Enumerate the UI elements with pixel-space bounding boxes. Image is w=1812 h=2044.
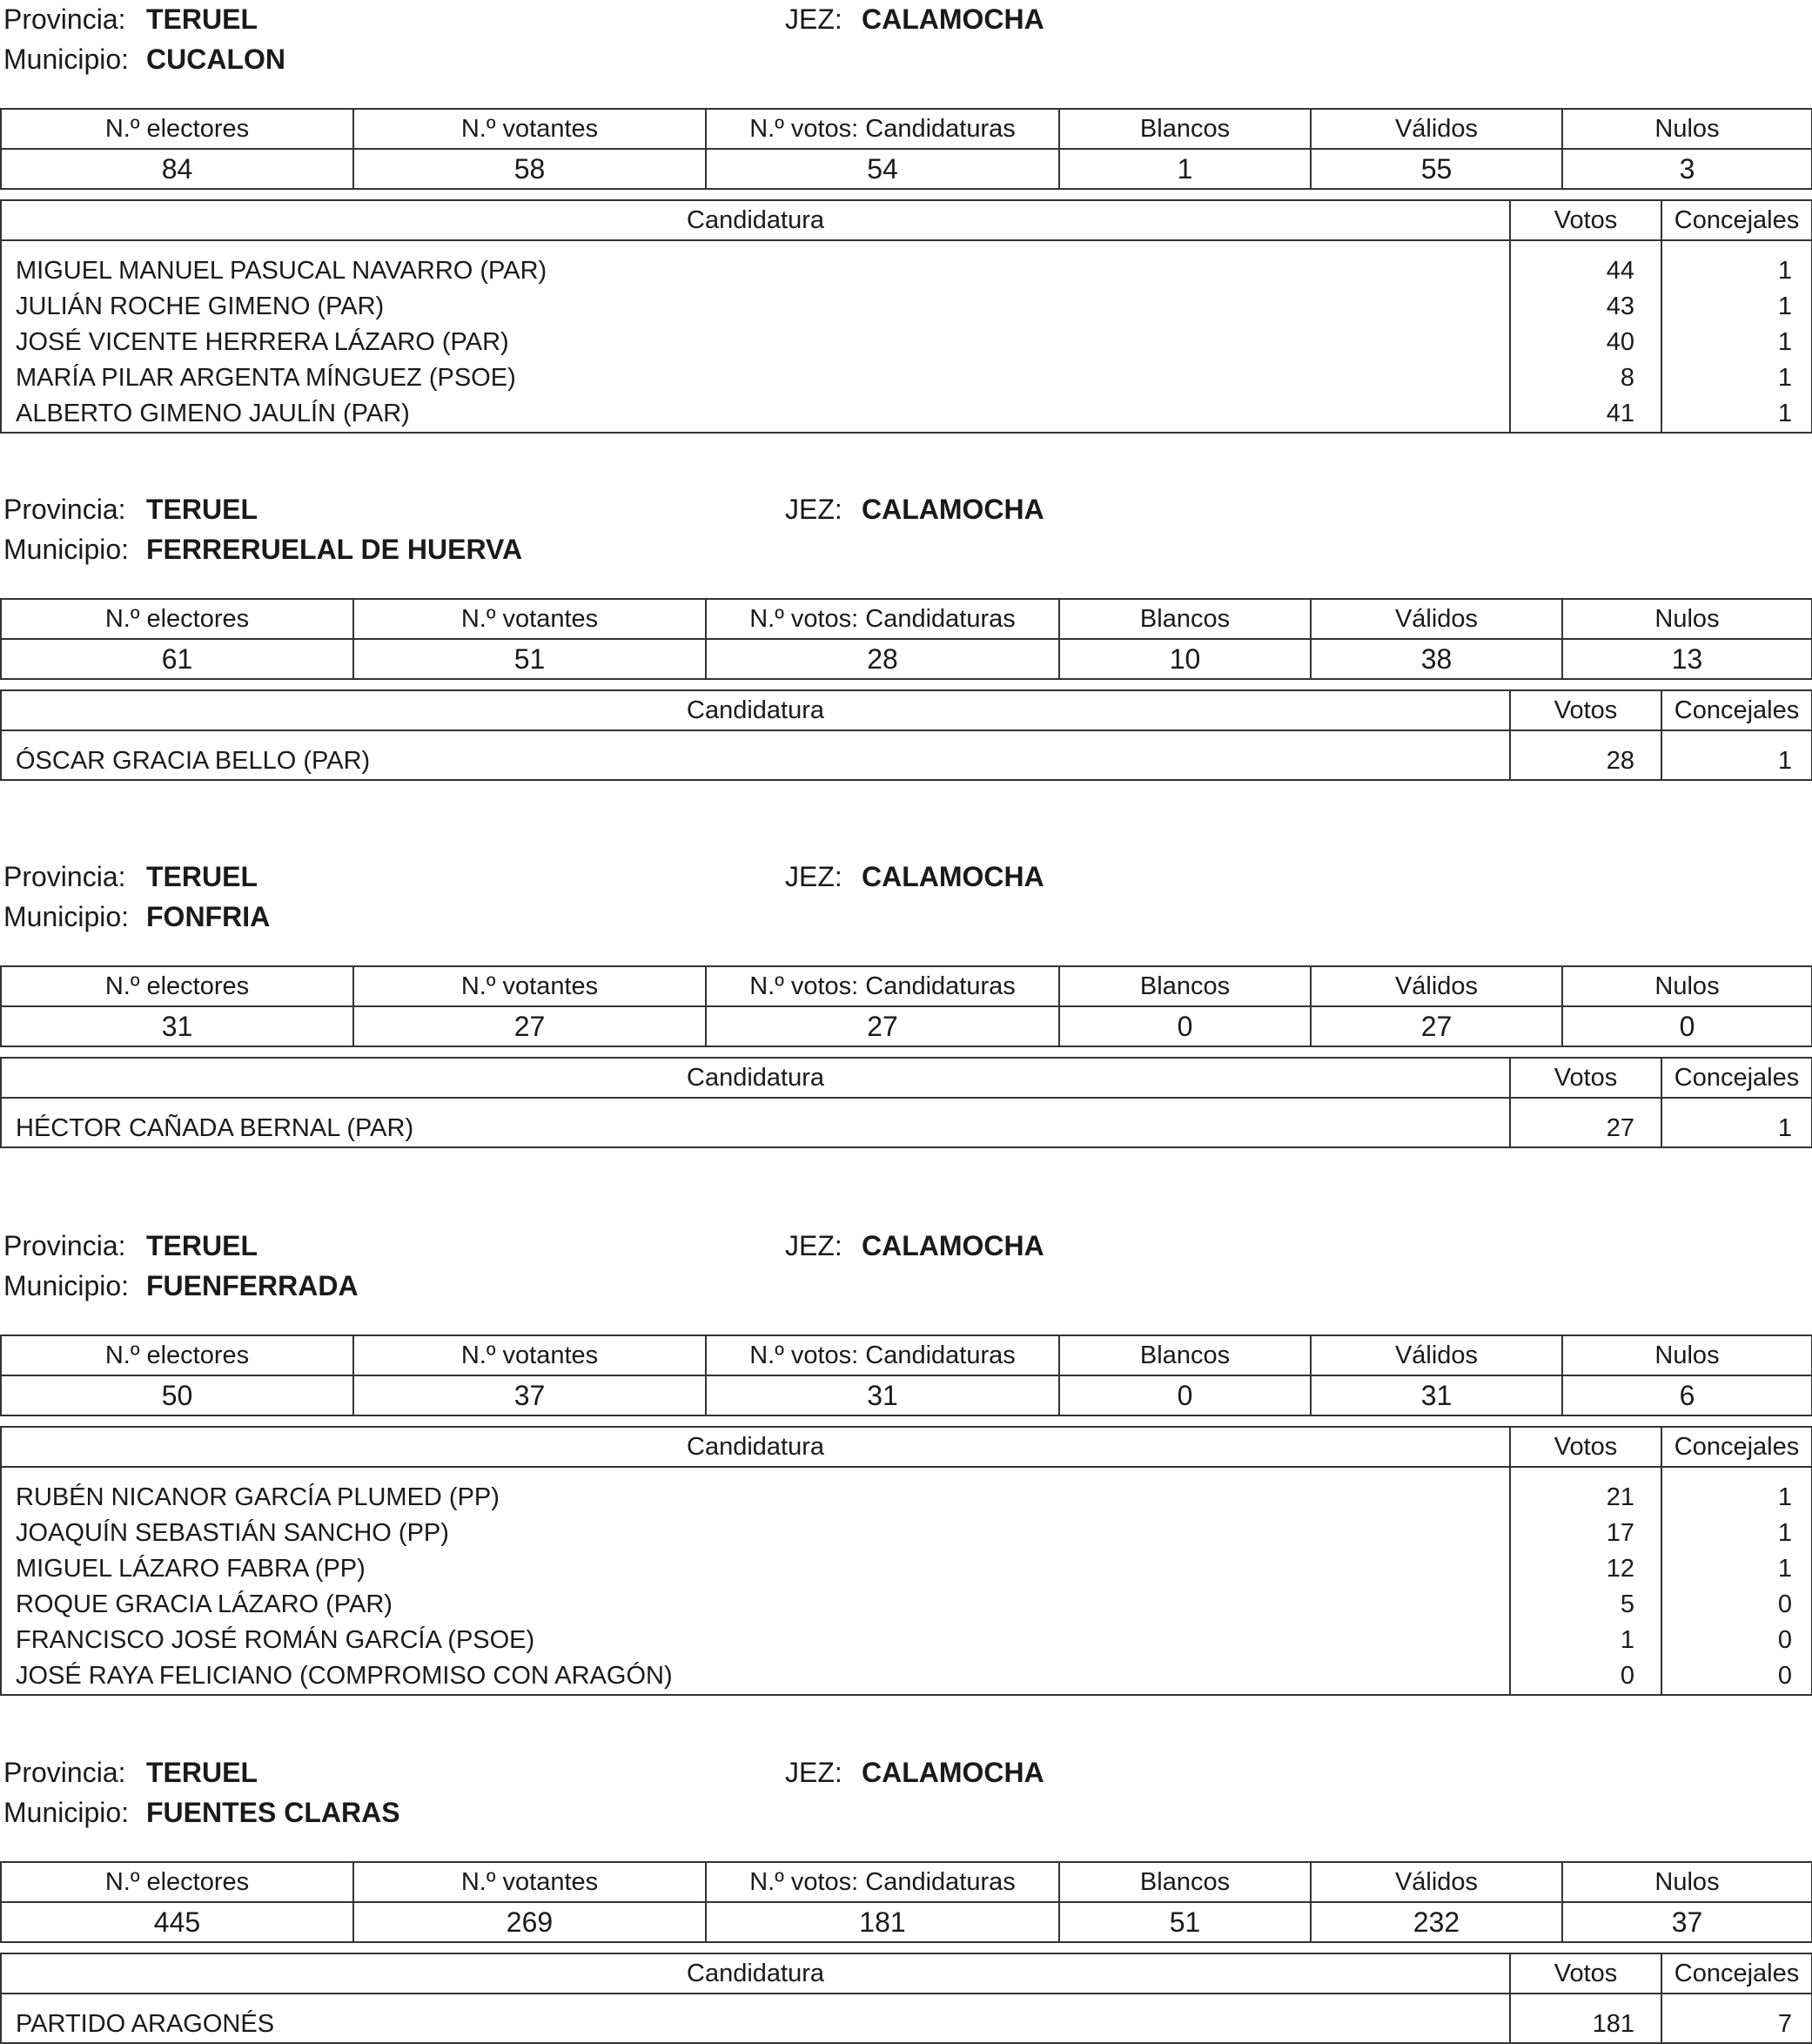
candidate-votos: 12 (1510, 1551, 1661, 1587)
candidate-name: JULIÁN ROCHE GIMENO (PAR) (1, 289, 1510, 325)
stats-table (0, 1861, 1812, 1943)
stats-value-row (1, 1006, 1812, 1046)
candidate-votos: 44 (1510, 240, 1661, 289)
candidates-table (0, 1426, 1812, 1696)
stats-value-cell: 37 (353, 1375, 706, 1415)
stats-value-cell: 27 (1311, 1006, 1562, 1046)
candidate-name: ROQUE GRACIA LÁZARO (PAR) (1, 1587, 1510, 1623)
municipio-label: Municipio: (3, 44, 130, 75)
candidate-name: JOSÉ VICENTE HERRERA LÁZARO (PAR) (1, 325, 1510, 360)
municipio-value: CUCALON (146, 44, 285, 75)
candidate-name: ALBERTO GIMENO JAULÍN (PAR) (1, 396, 1510, 433)
stats-header-cell: Nulos (1562, 1862, 1812, 1902)
municipio-line (0, 898, 1812, 936)
candidate-concejales: 0 (1661, 1658, 1812, 1695)
candidates-header-cell: Votos (1510, 1427, 1661, 1467)
provincia-label: Provincia: (3, 861, 126, 892)
candidate-votos: 0 (1510, 1658, 1661, 1695)
stats-value-cell: 0 (1562, 1006, 1812, 1046)
stats-value-cell: 54 (706, 149, 1059, 189)
stats-table (0, 108, 1812, 190)
provincia-value: TERUEL (146, 1230, 258, 1261)
candidate-row (1, 1467, 1812, 1516)
candidate-concejales: 1 (1661, 289, 1812, 325)
candidate-votos: 8 (1510, 360, 1661, 396)
candidate-name: JOAQUÍN SEBASTIÁN SANCHO (PP) (1, 1516, 1510, 1551)
stats-value-cell: 27 (353, 1006, 706, 1046)
stats-value-cell: 31 (1311, 1375, 1562, 1415)
candidates-header-cell: Votos (1510, 1953, 1661, 1994)
stats-value-cell: 51 (1059, 1902, 1311, 1942)
candidate-concejales: 1 (1661, 1516, 1812, 1551)
municipio-label: Municipio: (3, 1797, 130, 1828)
stats-header-cell: N.º votantes (353, 1335, 706, 1375)
stats-table (0, 598, 1812, 680)
candidate-concejales: 1 (1661, 1467, 1812, 1516)
stats-header-cell: N.º votos: Candidaturas (706, 109, 1059, 149)
municipio-label: Municipio: (3, 901, 130, 932)
municipio-label: Municipio: (3, 534, 130, 565)
municipio-label: Municipio: (3, 1270, 130, 1301)
jez-label: JEZ: (785, 1757, 842, 1788)
candidate-name: MARÍA PILAR ARGENTA MÍNGUEZ (PSOE) (1, 360, 1510, 396)
stats-value-cell: 6 (1562, 1375, 1812, 1415)
candidate-votos: 27 (1510, 1098, 1661, 1147)
candidate-concejales: 1 (1661, 1551, 1812, 1587)
stats-header-cell: N.º votantes (353, 966, 706, 1006)
stats-header-cell: Nulos (1562, 109, 1812, 149)
stats-header-cell: Blancos (1059, 1335, 1311, 1375)
provincia-value: TERUEL (146, 861, 258, 892)
candidate-votos: 21 (1510, 1467, 1661, 1516)
stats-value-cell: 28 (706, 639, 1059, 679)
stats-header-row (1, 599, 1812, 639)
candidate-concejales: 1 (1661, 240, 1812, 289)
candidates-header-cell: Concejales (1661, 1427, 1812, 1467)
stats-value-cell: 37 (1562, 1902, 1812, 1942)
stats-value-cell: 51 (353, 639, 706, 679)
jez-label: JEZ: (785, 3, 842, 35)
candidates-table (0, 1953, 1812, 2044)
municipio-value: FONFRIA (146, 901, 271, 932)
stats-header-row (1, 966, 1812, 1006)
provincia-label: Provincia: (3, 1230, 126, 1261)
stats-header-cell: Blancos (1059, 599, 1311, 639)
jez-value: CALAMOCHA (862, 494, 1044, 525)
candidate-votos: 17 (1510, 1516, 1661, 1551)
candidates-header-cell: Concejales (1661, 200, 1812, 240)
stats-header-cell: N.º votantes (353, 109, 706, 149)
candidate-concejales: 0 (1661, 1587, 1812, 1623)
candidates-header-cell: Concejales (1661, 690, 1812, 730)
jez-value: CALAMOCHA (862, 1757, 1044, 1788)
candidates-header-cell: Votos (1510, 200, 1661, 240)
jez-label: JEZ: (785, 1230, 842, 1261)
candidate-row (1, 1994, 1812, 2043)
jez-value: CALAMOCHA (862, 3, 1044, 35)
stats-value-cell: 58 (353, 149, 706, 189)
provincia-line (0, 490, 1812, 528)
candidate-votos: 41 (1510, 396, 1661, 433)
stats-value-row (1, 639, 1812, 679)
candidate-votos: 181 (1510, 1994, 1661, 2043)
stats-header-cell: Nulos (1562, 599, 1812, 639)
candidate-name: PARTIDO ARAGONÉS (1, 1994, 1510, 2043)
candidate-votos: 1 (1510, 1623, 1661, 1658)
provincia-value: TERUEL (146, 3, 258, 35)
provincia-label: Provincia: (3, 3, 126, 35)
stats-header-cell: Blancos (1059, 1862, 1311, 1902)
candidate-concejales: 1 (1661, 325, 1812, 360)
stats-header-row (1, 109, 1812, 149)
stats-header-cell: Válidos (1311, 1862, 1562, 1902)
provincia-line (0, 857, 1812, 896)
candidates-header-cell: Candidatura (1, 1953, 1510, 1994)
candidate-row (1, 289, 1812, 325)
jez-label: JEZ: (785, 494, 842, 525)
candidate-name: JOSÉ RAYA FELICIANO (COMPROMISO CON ARAGÓN) (1, 1658, 1510, 1695)
municipio-line (0, 1793, 1812, 1832)
candidate-concejales: 1 (1661, 396, 1812, 433)
stats-value-cell: 1 (1059, 149, 1311, 189)
stats-header-cell: Válidos (1311, 966, 1562, 1006)
stats-value-row (1, 1375, 1812, 1415)
stats-value-cell: 0 (1059, 1375, 1311, 1415)
candidates-header-cell: Candidatura (1, 1058, 1510, 1098)
stats-value-cell: 445 (1, 1902, 353, 1942)
municipio-value: FERRERUELAL DE HUERVA (146, 534, 523, 565)
stats-header-cell: Válidos (1311, 1335, 1562, 1375)
candidate-row (1, 1098, 1812, 1147)
candidate-votos: 28 (1510, 730, 1661, 780)
stats-header-cell: N.º votos: Candidaturas (706, 966, 1059, 1006)
stats-header-cell: Nulos (1562, 1335, 1812, 1375)
candidate-concejales: 1 (1661, 730, 1812, 780)
candidate-concejales: 7 (1661, 1994, 1812, 2043)
stats-header-cell: N.º votantes (353, 1862, 706, 1902)
stats-table (0, 1335, 1812, 1416)
candidate-row (1, 240, 1812, 289)
candidate-concejales: 1 (1661, 1098, 1812, 1147)
municipio-line (0, 1267, 1812, 1305)
stats-value-cell: 181 (706, 1902, 1059, 1942)
stats-header-cell: Nulos (1562, 966, 1812, 1006)
municipio-line (0, 40, 1812, 78)
candidates-header-row (1, 200, 1812, 240)
jez-label: JEZ: (785, 861, 842, 892)
candidate-votos: 40 (1510, 325, 1661, 360)
candidate-name: MIGUEL LÁZARO FABRA (PP) (1, 1551, 1510, 1587)
candidates-table (0, 199, 1812, 434)
stats-header-cell: N.º votos: Candidaturas (706, 599, 1059, 639)
stats-header-cell: N.º electores (1, 966, 353, 1006)
candidates-header-row (1, 1058, 1812, 1098)
municipio-value: FUENTES CLARAS (146, 1797, 400, 1828)
candidate-row (1, 396, 1812, 433)
stats-header-cell: N.º votantes (353, 599, 706, 639)
stats-value-cell: 50 (1, 1375, 353, 1415)
candidates-table (0, 1057, 1812, 1148)
stats-value-cell: 27 (706, 1006, 1059, 1046)
candidate-name: RUBÉN NICANOR GARCÍA PLUMED (PP) (1, 1467, 1510, 1516)
candidate-votos: 43 (1510, 289, 1661, 325)
candidates-header-row (1, 690, 1812, 730)
candidate-row (1, 1551, 1812, 1587)
candidates-header-cell: Concejales (1661, 1058, 1812, 1098)
candidate-name: FRANCISCO JOSÉ ROMÁN GARCÍA (PSOE) (1, 1623, 1510, 1658)
provincia-value: TERUEL (146, 1757, 258, 1788)
provincia-value: TERUEL (146, 494, 258, 525)
stats-value-cell: 38 (1311, 639, 1562, 679)
stats-value-cell: 31 (1, 1006, 353, 1046)
municipio-line (0, 530, 1812, 568)
candidate-name: HÉCTOR CAÑADA BERNAL (PAR) (1, 1098, 1510, 1147)
candidates-header-cell: Candidatura (1, 200, 1510, 240)
provincia-line (0, 1227, 1812, 1265)
stats-value-cell: 55 (1311, 149, 1562, 189)
stats-value-cell: 61 (1, 639, 353, 679)
stats-header-cell: N.º electores (1, 109, 353, 149)
provincia-label: Provincia: (3, 1757, 126, 1788)
stats-value-cell: 3 (1562, 149, 1812, 189)
candidate-votos: 5 (1510, 1587, 1661, 1623)
stats-value-cell: 31 (706, 1375, 1059, 1415)
candidates-header-cell: Votos (1510, 1058, 1661, 1098)
candidates-header-row (1, 1953, 1812, 1994)
stats-value-row (1, 149, 1812, 189)
stats-value-cell: 269 (353, 1902, 706, 1942)
stats-header-row (1, 1335, 1812, 1375)
jez-value: CALAMOCHA (862, 1230, 1044, 1261)
provincia-line (0, 0, 1812, 38)
stats-table (0, 965, 1812, 1047)
candidate-row (1, 1516, 1812, 1551)
candidate-concejales: 1 (1661, 360, 1812, 396)
candidates-table (0, 689, 1812, 781)
provincia-label: Provincia: (3, 494, 126, 525)
candidate-row (1, 1587, 1812, 1623)
stats-header-cell: Válidos (1311, 599, 1562, 639)
stats-value-cell: 84 (1, 149, 353, 189)
municipio-value: FUENFERRADA (146, 1270, 359, 1301)
candidates-header-cell: Votos (1510, 690, 1661, 730)
candidate-row (1, 730, 1812, 780)
stats-value-row (1, 1902, 1812, 1942)
candidates-header-cell: Candidatura (1, 690, 1510, 730)
stats-value-cell: 0 (1059, 1006, 1311, 1046)
candidates-header-cell: Candidatura (1, 1427, 1510, 1467)
stats-header-cell: N.º electores (1, 1862, 353, 1902)
stats-header-cell: Válidos (1311, 109, 1562, 149)
stats-value-cell: 10 (1059, 639, 1311, 679)
stats-header-cell: Blancos (1059, 109, 1311, 149)
provincia-line (0, 1753, 1812, 1792)
candidate-name: ÓSCAR GRACIA BELLO (PAR) (1, 730, 1510, 780)
stats-header-cell: Blancos (1059, 966, 1311, 1006)
candidate-row (1, 1658, 1812, 1695)
candidates-header-cell: Concejales (1661, 1953, 1812, 1994)
candidate-row (1, 1623, 1812, 1658)
candidate-row (1, 325, 1812, 360)
stats-header-cell: N.º votos: Candidaturas (706, 1335, 1059, 1375)
stats-header-row (1, 1862, 1812, 1902)
stats-value-cell: 13 (1562, 639, 1812, 679)
jez-value: CALAMOCHA (862, 861, 1044, 892)
stats-value-cell: 232 (1311, 1902, 1562, 1942)
candidate-name: MIGUEL MANUEL PASUCAL NAVARRO (PAR) (1, 240, 1510, 289)
candidate-concejales: 0 (1661, 1623, 1812, 1658)
stats-header-cell: N.º votos: Candidaturas (706, 1862, 1059, 1902)
candidate-row (1, 360, 1812, 396)
stats-header-cell: N.º electores (1, 1335, 353, 1375)
candidates-header-row (1, 1427, 1812, 1467)
stats-header-cell: N.º electores (1, 599, 353, 639)
